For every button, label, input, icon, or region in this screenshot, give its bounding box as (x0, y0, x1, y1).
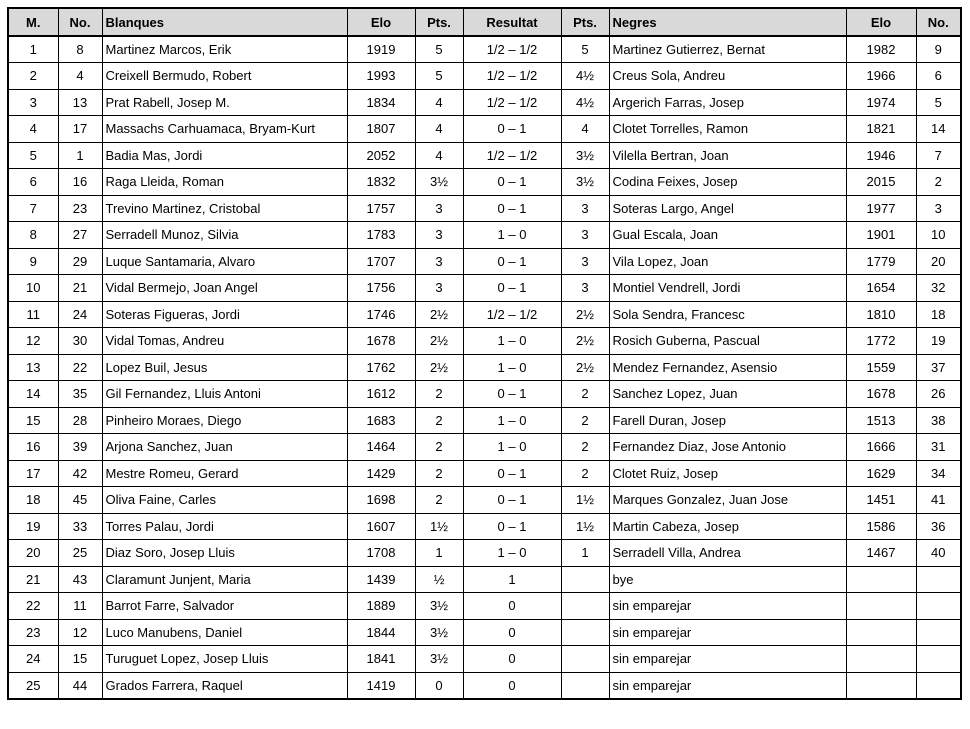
result-cell: 1 (463, 566, 561, 593)
white-player-cell: Serradell Munoz, Silvia (102, 222, 347, 249)
white-number-cell: 35 (58, 381, 102, 408)
white-elo-cell: 1708 (347, 540, 415, 567)
white-elo-cell: 1807 (347, 116, 415, 143)
result-cell: 0 (463, 646, 561, 673)
white-elo-cell: 1678 (347, 328, 415, 355)
white-elo-cell: 1612 (347, 381, 415, 408)
result-cell: 1 – 0 (463, 328, 561, 355)
table-row (8, 169, 961, 196)
header-board: M. (8, 8, 58, 36)
white-number-cell: 23 (58, 195, 102, 222)
result-cell: 0 – 1 (463, 116, 561, 143)
table-row (8, 36, 961, 63)
white-number-cell: 17 (58, 116, 102, 143)
white-number-cell: 8 (58, 36, 102, 63)
black-number-cell: 2 (916, 169, 961, 196)
white-number-cell: 28 (58, 407, 102, 434)
result-cell: 1 – 0 (463, 222, 561, 249)
white-elo-cell: 1889 (347, 593, 415, 620)
board-number-cell: 16 (8, 434, 58, 461)
black-number-cell (916, 619, 961, 646)
result-cell: 1/2 – 1/2 (463, 301, 561, 328)
result-cell: 1 – 0 (463, 434, 561, 461)
black-elo-cell: 1559 (846, 354, 916, 381)
board-number-cell: 6 (8, 169, 58, 196)
black-points-cell (561, 672, 609, 699)
white-player-cell: Claramunt Junjent, Maria (102, 566, 347, 593)
white-player-cell: Torres Palau, Jordi (102, 513, 347, 540)
black-number-cell: 18 (916, 301, 961, 328)
black-player-cell: sin emparejar (609, 672, 846, 699)
white-number-cell: 29 (58, 248, 102, 275)
black-number-cell: 26 (916, 381, 961, 408)
black-elo-cell: 1666 (846, 434, 916, 461)
header-row (8, 8, 961, 36)
black-elo-cell: 1810 (846, 301, 916, 328)
black-player-cell: Martin Cabeza, Josep (609, 513, 846, 540)
black-number-cell: 7 (916, 142, 961, 169)
board-number-cell: 17 (8, 460, 58, 487)
table-row (8, 301, 961, 328)
black-points-cell: 4 (561, 116, 609, 143)
white-player-cell: Luque Santamaria, Alvaro (102, 248, 347, 275)
table-row (8, 619, 961, 646)
board-number-cell: 23 (8, 619, 58, 646)
result-cell: 1/2 – 1/2 (463, 36, 561, 63)
white-player-cell: Turuguet Lopez, Josep Lluis (102, 646, 347, 673)
white-points-cell: 3½ (415, 593, 463, 620)
black-number-cell: 36 (916, 513, 961, 540)
result-cell: 0 – 1 (463, 248, 561, 275)
black-points-cell: 4½ (561, 63, 609, 90)
black-number-cell: 6 (916, 63, 961, 90)
white-player-cell: Diaz Soro, Josep Lluis (102, 540, 347, 567)
white-elo-cell: 1783 (347, 222, 415, 249)
pairings-body (8, 36, 961, 699)
result-cell: 1 – 0 (463, 407, 561, 434)
black-number-cell: 40 (916, 540, 961, 567)
header-black-points: Pts. (561, 8, 609, 36)
white-player-cell: Creixell Bermudo, Robert (102, 63, 347, 90)
white-number-cell: 15 (58, 646, 102, 673)
black-number-cell: 20 (916, 248, 961, 275)
white-elo-cell: 1419 (347, 672, 415, 699)
white-number-cell: 16 (58, 169, 102, 196)
white-elo-cell: 1844 (347, 619, 415, 646)
board-number-cell: 1 (8, 36, 58, 63)
header-black-number: No. (916, 8, 961, 36)
white-points-cell: 2 (415, 434, 463, 461)
white-number-cell: 39 (58, 434, 102, 461)
header-white-elo: Elo (347, 8, 415, 36)
white-points-cell: 2½ (415, 354, 463, 381)
board-number-cell: 4 (8, 116, 58, 143)
black-points-cell: 2 (561, 434, 609, 461)
black-elo-cell: 1974 (846, 89, 916, 116)
board-number-cell: 12 (8, 328, 58, 355)
white-elo-cell: 1683 (347, 407, 415, 434)
result-cell: 1/2 – 1/2 (463, 142, 561, 169)
table-row (8, 540, 961, 567)
white-points-cell: 5 (415, 63, 463, 90)
result-cell: 0 – 1 (463, 460, 561, 487)
table-row (8, 222, 961, 249)
white-player-cell: Raga Lleida, Roman (102, 169, 347, 196)
black-number-cell: 9 (916, 36, 961, 63)
board-number-cell: 11 (8, 301, 58, 328)
white-number-cell: 42 (58, 460, 102, 487)
white-number-cell: 22 (58, 354, 102, 381)
black-player-cell: bye (609, 566, 846, 593)
white-points-cell: 3 (415, 248, 463, 275)
board-number-cell: 25 (8, 672, 58, 699)
header-black-player: Negres (609, 8, 846, 36)
black-player-cell: Soteras Largo, Angel (609, 195, 846, 222)
result-cell: 0 – 1 (463, 275, 561, 302)
black-elo-cell: 1946 (846, 142, 916, 169)
black-elo-cell (846, 646, 916, 673)
black-player-cell: Clotet Ruiz, Josep (609, 460, 846, 487)
board-number-cell: 13 (8, 354, 58, 381)
white-points-cell: 3½ (415, 619, 463, 646)
white-points-cell: ½ (415, 566, 463, 593)
black-number-cell: 5 (916, 89, 961, 116)
black-points-cell: 1 (561, 540, 609, 567)
black-points-cell (561, 566, 609, 593)
table-row (8, 354, 961, 381)
black-player-cell: Rosich Guberna, Pascual (609, 328, 846, 355)
black-number-cell (916, 593, 961, 620)
white-points-cell: 3 (415, 275, 463, 302)
result-cell: 0 – 1 (463, 169, 561, 196)
board-number-cell: 21 (8, 566, 58, 593)
result-cell: 0 – 1 (463, 487, 561, 514)
black-points-cell (561, 619, 609, 646)
board-number-cell: 19 (8, 513, 58, 540)
black-player-cell: sin emparejar (609, 619, 846, 646)
black-player-cell: Mendez Fernandez, Asensio (609, 354, 846, 381)
board-number-cell: 7 (8, 195, 58, 222)
white-number-cell: 12 (58, 619, 102, 646)
black-points-cell: 2½ (561, 328, 609, 355)
black-number-cell: 19 (916, 328, 961, 355)
white-player-cell: Prat Rabell, Josep M. (102, 89, 347, 116)
black-elo-cell: 1654 (846, 275, 916, 302)
black-points-cell: 2½ (561, 301, 609, 328)
black-player-cell: Marques Gonzalez, Juan Jose (609, 487, 846, 514)
result-cell: 1 – 0 (463, 354, 561, 381)
black-elo-cell (846, 619, 916, 646)
white-elo-cell: 1756 (347, 275, 415, 302)
table-row (8, 487, 961, 514)
white-player-cell: Pinheiro Moraes, Diego (102, 407, 347, 434)
black-elo-cell: 1779 (846, 248, 916, 275)
white-player-cell: Luco Manubens, Daniel (102, 619, 347, 646)
black-player-cell: Creus Sola, Andreu (609, 63, 846, 90)
table-row (8, 672, 961, 699)
header-white-number: No. (58, 8, 102, 36)
black-elo-cell: 1821 (846, 116, 916, 143)
result-cell: 0 (463, 593, 561, 620)
black-elo-cell: 1982 (846, 36, 916, 63)
black-points-cell: 4½ (561, 89, 609, 116)
white-player-cell: Soteras Figueras, Jordi (102, 301, 347, 328)
table-row (8, 195, 961, 222)
black-player-cell: Codina Feixes, Josep (609, 169, 846, 196)
white-number-cell: 1 (58, 142, 102, 169)
board-number-cell: 9 (8, 248, 58, 275)
white-number-cell: 24 (58, 301, 102, 328)
table-row (8, 328, 961, 355)
black-points-cell (561, 646, 609, 673)
result-cell: 1/2 – 1/2 (463, 89, 561, 116)
black-player-cell: Farell Duran, Josep (609, 407, 846, 434)
black-player-cell: sin emparejar (609, 593, 846, 620)
black-player-cell: sin emparejar (609, 646, 846, 673)
white-points-cell: 2½ (415, 301, 463, 328)
board-number-cell: 18 (8, 487, 58, 514)
table-row (8, 460, 961, 487)
black-number-cell (916, 646, 961, 673)
black-elo-cell: 1451 (846, 487, 916, 514)
black-elo-cell: 1901 (846, 222, 916, 249)
white-points-cell: 3½ (415, 169, 463, 196)
black-number-cell (916, 566, 961, 593)
black-points-cell: 3 (561, 248, 609, 275)
white-elo-cell: 1698 (347, 487, 415, 514)
black-player-cell: Vilella Bertran, Joan (609, 142, 846, 169)
black-points-cell: 1½ (561, 513, 609, 540)
board-number-cell: 8 (8, 222, 58, 249)
black-elo-cell: 1772 (846, 328, 916, 355)
header-white-player: Blanques (102, 8, 347, 36)
black-player-cell: Gual Escala, Joan (609, 222, 846, 249)
white-points-cell: 2 (415, 407, 463, 434)
black-points-cell: 3½ (561, 169, 609, 196)
black-player-cell: Argerich Farras, Josep (609, 89, 846, 116)
result-cell: 0 (463, 672, 561, 699)
black-number-cell: 38 (916, 407, 961, 434)
board-number-cell: 20 (8, 540, 58, 567)
white-number-cell: 30 (58, 328, 102, 355)
table-row (8, 407, 961, 434)
black-number-cell: 31 (916, 434, 961, 461)
black-points-cell: 1½ (561, 487, 609, 514)
white-number-cell: 27 (58, 222, 102, 249)
white-elo-cell: 1607 (347, 513, 415, 540)
black-number-cell: 41 (916, 487, 961, 514)
white-elo-cell: 1919 (347, 36, 415, 63)
black-elo-cell: 1966 (846, 63, 916, 90)
black-player-cell: Vila Lopez, Joan (609, 248, 846, 275)
black-points-cell: 3½ (561, 142, 609, 169)
table-row (8, 381, 961, 408)
black-points-cell (561, 593, 609, 620)
black-player-cell: Martinez Gutierrez, Bernat (609, 36, 846, 63)
white-elo-cell: 1834 (347, 89, 415, 116)
pairings-table (7, 7, 962, 700)
board-number-cell: 3 (8, 89, 58, 116)
white-number-cell: 33 (58, 513, 102, 540)
table-row (8, 593, 961, 620)
result-cell: 1 – 0 (463, 540, 561, 567)
black-number-cell: 37 (916, 354, 961, 381)
black-elo-cell: 1586 (846, 513, 916, 540)
white-elo-cell: 2052 (347, 142, 415, 169)
white-number-cell: 45 (58, 487, 102, 514)
black-points-cell: 2 (561, 407, 609, 434)
white-elo-cell: 1841 (347, 646, 415, 673)
black-elo-cell: 1678 (846, 381, 916, 408)
result-cell: 0 – 1 (463, 513, 561, 540)
black-points-cell: 5 (561, 36, 609, 63)
white-elo-cell: 1439 (347, 566, 415, 593)
white-player-cell: Lopez Buil, Jesus (102, 354, 347, 381)
white-player-cell: Martinez Marcos, Erik (102, 36, 347, 63)
header-black-elo: Elo (846, 8, 916, 36)
black-number-cell: 32 (916, 275, 961, 302)
white-player-cell: Grados Farrera, Raquel (102, 672, 347, 699)
black-number-cell: 34 (916, 460, 961, 487)
white-number-cell: 11 (58, 593, 102, 620)
white-number-cell: 4 (58, 63, 102, 90)
white-player-cell: Arjona Sanchez, Juan (102, 434, 347, 461)
black-player-cell: Fernandez Diaz, Jose Antonio (609, 434, 846, 461)
white-elo-cell: 1746 (347, 301, 415, 328)
black-number-cell: 10 (916, 222, 961, 249)
board-number-cell: 14 (8, 381, 58, 408)
black-points-cell: 3 (561, 195, 609, 222)
board-number-cell: 5 (8, 142, 58, 169)
white-player-cell: Vidal Tomas, Andreu (102, 328, 347, 355)
white-points-cell: 1½ (415, 513, 463, 540)
table-row (8, 142, 961, 169)
white-points-cell: 3 (415, 195, 463, 222)
result-cell: 0 – 1 (463, 195, 561, 222)
white-points-cell: 3½ (415, 646, 463, 673)
white-elo-cell: 1429 (347, 460, 415, 487)
table-row (8, 248, 961, 275)
black-elo-cell: 1977 (846, 195, 916, 222)
black-elo-cell: 1467 (846, 540, 916, 567)
table-row (8, 434, 961, 461)
black-player-cell: Serradell Villa, Andrea (609, 540, 846, 567)
white-elo-cell: 1464 (347, 434, 415, 461)
white-points-cell: 4 (415, 142, 463, 169)
white-points-cell: 2 (415, 381, 463, 408)
white-elo-cell: 1762 (347, 354, 415, 381)
black-player-cell: Sanchez Lopez, Juan (609, 381, 846, 408)
table-row (8, 275, 961, 302)
board-number-cell: 15 (8, 407, 58, 434)
white-player-cell: Barrot Farre, Salvador (102, 593, 347, 620)
black-number-cell: 3 (916, 195, 961, 222)
black-points-cell: 2 (561, 381, 609, 408)
black-elo-cell: 1513 (846, 407, 916, 434)
board-number-cell: 10 (8, 275, 58, 302)
white-number-cell: 44 (58, 672, 102, 699)
white-player-cell: Oliva Faine, Carles (102, 487, 347, 514)
white-points-cell: 2 (415, 487, 463, 514)
white-points-cell: 4 (415, 116, 463, 143)
black-number-cell (916, 672, 961, 699)
white-player-cell: Trevino Martinez, Cristobal (102, 195, 347, 222)
white-player-cell: Massachs Carhuamaca, Bryam-Kurt (102, 116, 347, 143)
black-elo-cell (846, 672, 916, 699)
black-points-cell: 2½ (561, 354, 609, 381)
white-elo-cell: 1757 (347, 195, 415, 222)
result-cell: 1/2 – 1/2 (463, 63, 561, 90)
board-number-cell: 2 (8, 63, 58, 90)
white-points-cell: 2½ (415, 328, 463, 355)
table-row (8, 513, 961, 540)
white-elo-cell: 1993 (347, 63, 415, 90)
white-number-cell: 43 (58, 566, 102, 593)
black-elo-cell (846, 593, 916, 620)
black-player-cell: Montiel Vendrell, Jordi (609, 275, 846, 302)
white-points-cell: 2 (415, 460, 463, 487)
white-player-cell: Mestre Romeu, Gerard (102, 460, 347, 487)
table-row (8, 63, 961, 90)
black-elo-cell: 1629 (846, 460, 916, 487)
white-points-cell: 0 (415, 672, 463, 699)
header-result: Resultat (463, 8, 561, 36)
black-player-cell: Sola Sendra, Francesc (609, 301, 846, 328)
black-elo-cell (846, 566, 916, 593)
result-cell: 0 – 1 (463, 381, 561, 408)
white-points-cell: 1 (415, 540, 463, 567)
white-player-cell: Badia Mas, Jordi (102, 142, 347, 169)
result-cell: 0 (463, 619, 561, 646)
white-player-cell: Vidal Bermejo, Joan Angel (102, 275, 347, 302)
black-player-cell: Clotet Torrelles, Ramon (609, 116, 846, 143)
white-number-cell: 21 (58, 275, 102, 302)
black-number-cell: 14 (916, 116, 961, 143)
white-number-cell: 13 (58, 89, 102, 116)
white-elo-cell: 1707 (347, 248, 415, 275)
white-player-cell: Gil Fernandez, Lluis Antoni (102, 381, 347, 408)
table-row (8, 646, 961, 673)
black-points-cell: 2 (561, 460, 609, 487)
white-number-cell: 25 (58, 540, 102, 567)
board-number-cell: 24 (8, 646, 58, 673)
table-row (8, 566, 961, 593)
header-white-points: Pts. (415, 8, 463, 36)
black-points-cell: 3 (561, 222, 609, 249)
white-elo-cell: 1832 (347, 169, 415, 196)
white-points-cell: 4 (415, 89, 463, 116)
board-number-cell: 22 (8, 593, 58, 620)
white-points-cell: 5 (415, 36, 463, 63)
white-points-cell: 3 (415, 222, 463, 249)
black-elo-cell: 2015 (846, 169, 916, 196)
table-row (8, 89, 961, 116)
black-points-cell: 3 (561, 275, 609, 302)
table-row (8, 116, 961, 143)
